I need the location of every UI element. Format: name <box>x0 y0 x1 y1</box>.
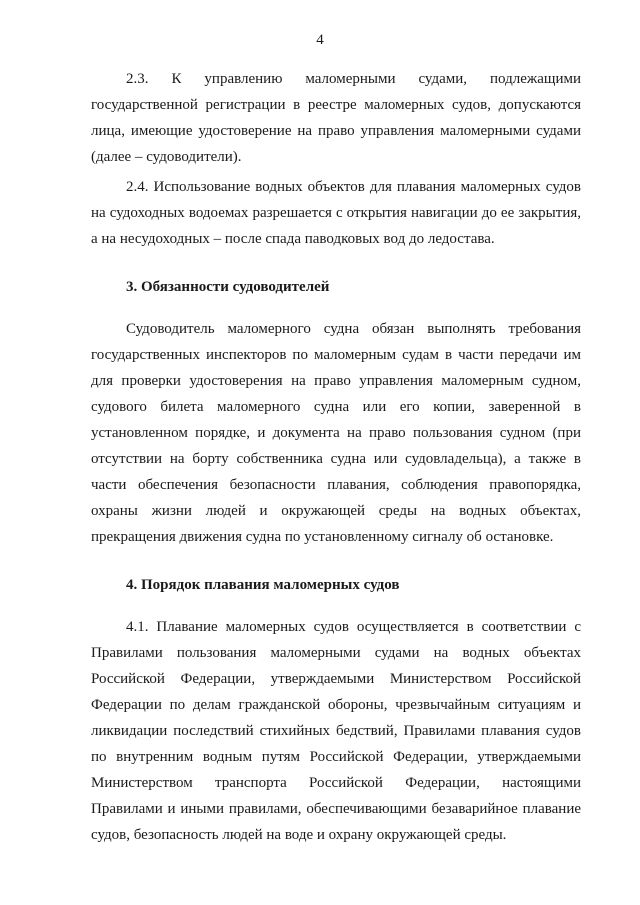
document-body <box>91 66 581 852</box>
section-3-heading: 3. Обязанности судоводителей <box>126 279 330 295</box>
section-4-heading: 4. Порядок плавания маломерных судов <box>126 577 400 593</box>
paragraph-4-1: 4.1. Плавание маломерных судов осуществляется в соответствии с Правилами пользования маломерными судами на водных объектах Российской Федерации, утверждаемыми Министерством Российской Федерации по делам гражданской обороны, чрезвычайным ситуациям и ликвидации последствий стихийных бедствий, Правилами плавания судов по внутренним водным путям Российской Федерации, утверждаемыми Министерством транспорта Российской Федерации, настоящими Правилами и иными правилами, обеспечивающими безаварийное плавание судов, безопасность людей на воде и охрану окружающей среды. <box>91 619 581 843</box>
section-3-paragraph: Судоводитель маломерного судна обязан выполнять требования государственных инспекторов по маломерным судам в части передачи им для проверки удостоверения на право управления маломерным судном, судового билета маломерного судна или его копии, заверенной в установленном порядке, и документа на право пользования судном (при отсутствии на борту собственника судна или судовладельца), а также в части обеспечения безопасности плавания, соблюдения правопорядка, охраны жизни людей и окружающей среды на водных объектах, прекращения движения судна по установленному сигналу об остановке. <box>91 321 581 545</box>
paragraph-2-3: 2.3. К управлению маломерными судами, подлежащими государственной регистрации в реестре маломерных судов, допускаются лица, имеющие удостоверение на право управления маломерными судами (далее – судоводители). <box>91 71 581 165</box>
page-number: 4 <box>316 32 324 48</box>
paragraph-2-4: 2.4. Использование водных объектов для плавания маломерных судов на судоходных водоемах разрешается с открытия навигации до ее закрытия, а на несудоходных – после спада паводковых вод до ледостава. <box>91 179 581 247</box>
